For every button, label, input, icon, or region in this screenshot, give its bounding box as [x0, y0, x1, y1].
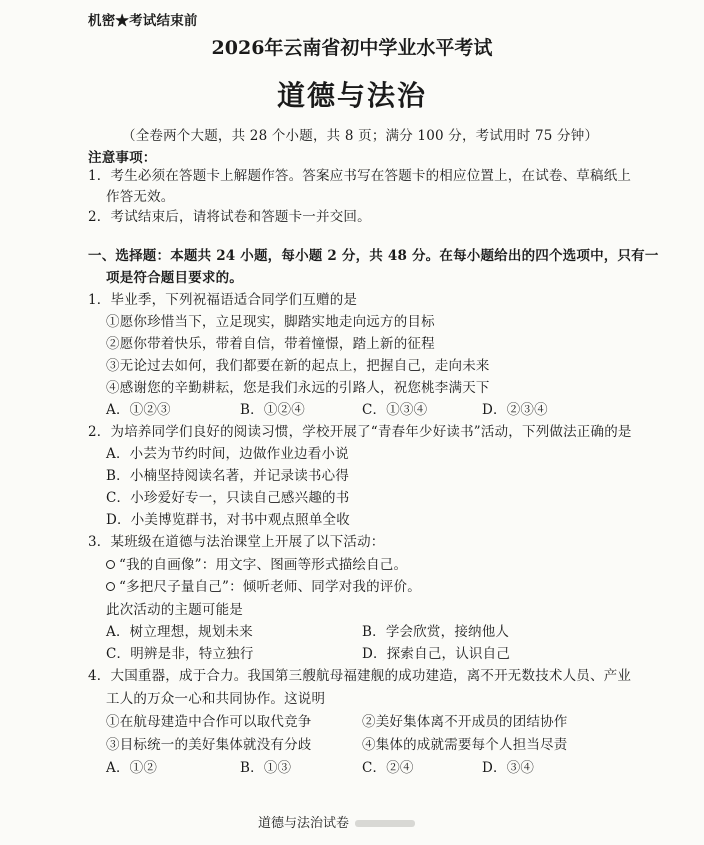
q4-option-c: C．②④: [362, 760, 414, 776]
q2-option-b: B．小楠坚持阅读名著，并记录读书心得: [106, 468, 350, 484]
q4-stem-line2: 工人的万众一心和共同协作。这说明: [106, 691, 326, 707]
q4-statement-4: ④集体的成就需要每个人担当尽责: [362, 737, 568, 753]
q3-activity-1-text: “我的自画像”：用文字、图画等形式描绘自己。: [119, 557, 408, 573]
bullet-circle-icon: [106, 560, 115, 569]
q4-option-a: A．①②: [106, 760, 158, 776]
confidential-mark: 机密★考试结束前: [88, 13, 198, 29]
q1-option-d: D．②③④: [482, 402, 548, 418]
q1-stem: 1．毕业季，下列祝福语适合同学们互赠的是: [88, 292, 358, 308]
q2-option-c: C．小珍爱好专一，只读自己感兴趣的书: [106, 490, 350, 506]
q3-activity-2: [106, 575, 421, 595]
q4-option-b: B．①③: [240, 760, 292, 776]
q1-option-b: B．①②④: [240, 402, 305, 418]
section-1-line1: 一、选择题：本题共 24 小题，每小题 2 分，共 48 分。在每小题给出的四个选项中，只有一: [88, 248, 659, 264]
q3-activity-1: [106, 553, 407, 573]
q1-statement-1: ①愿你珍惜当下，立足现实，脚踏实地走向远方的目标: [106, 314, 435, 330]
q3-option-b: B．学会欣赏，接纳他人: [362, 624, 510, 640]
q1-statement-3: ③无论过去如何，我们都要在新的起点上，把握自己，走向未来: [106, 358, 490, 374]
page-footer: [258, 812, 415, 831]
note-1-line1: 1．考生必须在答题卡上解题作答。答案应书写在答题卡的相应位置上，在试卷、草稿纸上: [88, 168, 632, 184]
q2-option-d: D．小美博览群书，对书中观点照单全收: [106, 512, 350, 528]
q3-ask: 此次活动的主题可能是: [106, 602, 243, 618]
q2-stem: 2．为培养同学们良好的阅读习惯，学校开展了“青春年少好读书”活动，下列做法正确的是: [88, 424, 632, 440]
q4-statement-3: ③目标统一的美好集体就没有分歧: [106, 737, 312, 753]
q1-statement-4: ④感谢您的辛勤耕耘，您是我们永远的引路人，祝您桃李满天下: [106, 380, 490, 396]
note-1-line2: 作答无效。: [106, 189, 175, 205]
q4-stem-line1: 4．大国重器，成于合力。我国第三艘航母福建舰的成功建造，离不开无数技术人员、产业: [88, 668, 632, 684]
section-1-line2: 项是符合题目要求的。: [106, 270, 243, 286]
notes-heading: 注意事项：: [88, 150, 157, 166]
exam-title: 2026年云南省初中学业水平考试: [211, 37, 493, 59]
q3-activity-2-text: “多把尺子量自己”：倾听老师、同学对我的评价。: [119, 579, 421, 595]
q4-statement-1: ①在航母建造中合作可以取代竞争: [106, 714, 312, 730]
exam-info: （全卷两个大题，共 28 个小题，共 8 页；满分 100 分，考试用时 75 分钟）: [122, 128, 599, 144]
q1-option-c: C．①③④: [362, 402, 428, 418]
q3-option-c: C．明辨是非，特立独行: [106, 646, 254, 662]
q4-statement-2: ②美好集体离不开成员的团结协作: [362, 714, 568, 730]
q1-statement-2: ②愿你带着快乐，带着自信，带着憧憬，踏上新的征程: [106, 336, 435, 352]
q1-option-a: A．①②③: [106, 402, 171, 418]
bullet-circle-icon: [106, 582, 115, 591]
q3-stem: 3．某班级在道德与法治课堂上开展了以下活动：: [88, 534, 385, 550]
q4-option-d: D．③④: [482, 760, 535, 776]
q3-option-d: D．探索自己，认识自己: [362, 646, 511, 662]
subject-title: 道德与法治: [276, 79, 427, 112]
note-2: 2．考试结束后，请将试卷和答题卡一并交回。: [88, 209, 371, 225]
footer-text: 道德与法治试卷: [258, 816, 350, 831]
q2-option-a: A．小芸为节约时间，边做作业边看小说: [106, 446, 349, 462]
footer-smudge: [355, 820, 415, 827]
q3-option-a: A．树立理想，规划未来: [106, 624, 253, 640]
